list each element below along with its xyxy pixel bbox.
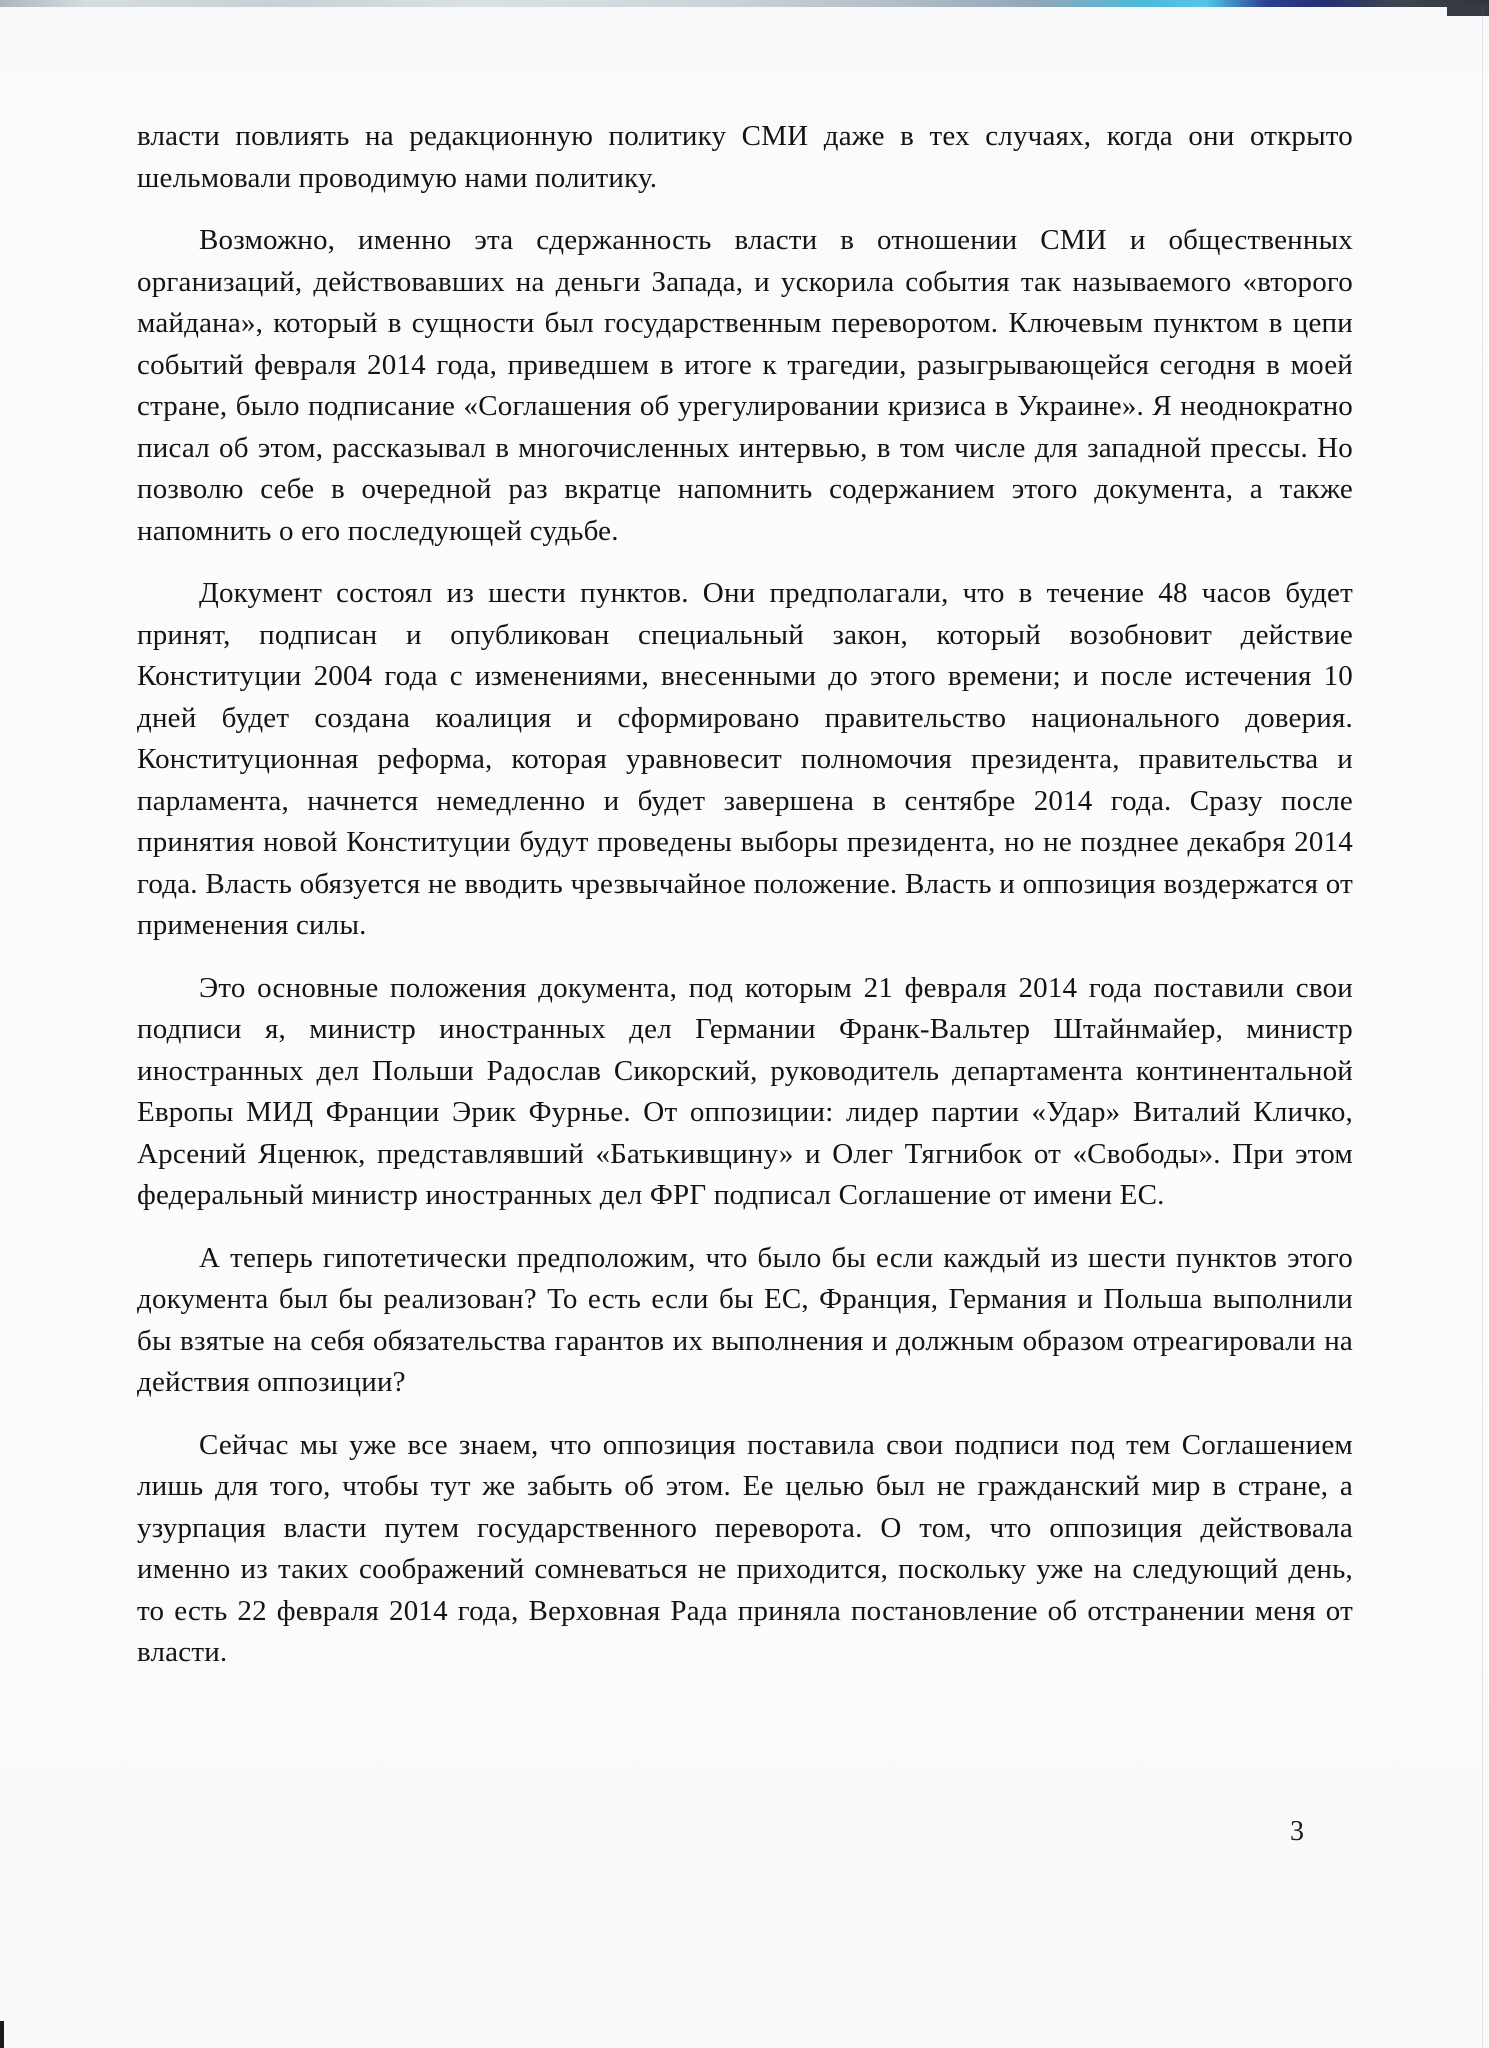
page-edge-line [1482,7,1483,2048]
page-number: 3 [1290,1816,1304,1847]
document-text-block [137,116,1353,1695]
paragraph: Документ состоял из шести пунктов. Они предполагали, что в течение 48 часов будет принят, подписан и опубликован специальный закон, который возобновит действие Конституции 2004 года с изменениями, внесенными до этого времени; и после истечения 10 дней будет создана коалиция и сформировано правительство национального доверия. Конституционная реформа, которая уравновесит полномочия президента, правительства и парламента, начнется немедленно и будет завершена в сентябре 2014 года. Сразу после принятия новой Конституции будут проведены выборы президента, но не позднее декабря 2014 года. Власть обязуется не вводить чрезвычайное положение. Власть и оппозиция воздержатся от применения силы. [137,577,1353,941]
paragraph: Это основные положения документа, под которым 21 февраля 2014 года поставили свои подписи я, министр иностранных дел Германии Франк-Вальтер Штайнмайер, министр иностранных дел Польши Радослав Сикорский, руководитель департамента континентальной Европы МИД Франции Эрик Фурнье. От оппозиции: лидер партии «Удар» Виталий Кличко, Арсений Яценюк, представлявший «Батькивщину» и Олег Тягнибок от «Свободы». При этом федеральный министр иностранных дел ФРГ подписал Соглашение от имени ЕС. [137,971,1353,1211]
scan-artifact-top-strip [0,0,1489,7]
paragraph: А теперь гипотетически предположим, что было бы если каждый из шести пунктов этого документа был бы реализован? То есть если бы ЕС, Франция, Германия и Польша выполнили бы взятые на себя обязательства гарантов их выполнения и должным образом отреагировали на действия оппозиции? [137,1241,1353,1398]
scan-artifact-bottom-left-sliver [0,2021,4,2048]
paragraph-continuation: власти повлиять на редакционную политику СМИ даже в тех случаях, когда они открыто шельмовали проводимую нами политику. [137,120,1353,194]
paragraph: Сейчас мы уже все знаем, что оппозиция поставила свои подписи под тем Соглашением лишь для того, чтобы тут же забыть об этом. Ее целью был не гражданский мир в стране, а узурпация власти путем государственного переворота. О том, что оппозиция действовала именно из таких соображений сомневаться не приходится, поскольку уже на следующий день, то есть 22 февраля 2014 года, Верховная Рада приняла постановление об отстранении меня от власти. [137,1428,1353,1668]
paragraph: Возможно, именно эта сдержанность власти в отношении СМИ и общественных организаций, действовавших на деньги Запада, и ускорила события так называемого «второго майдана», который в сущности был государственным переворотом. Ключевым пунктом в цепи событий февраля 2014 года, приведшем в итоге к трагедии, разыгрывающейся сегодня в моей стране, было подписание «Соглашения об урегулировании кризиса в Украине». Я неоднократно писал об этом, рассказывал в многочисленных интервью, в том числе для западной прессы. Но позволю себе в очередной раз вкратце напомнить содержанием этого документа, а также напомнить о его последующей судьбе. [137,224,1353,547]
